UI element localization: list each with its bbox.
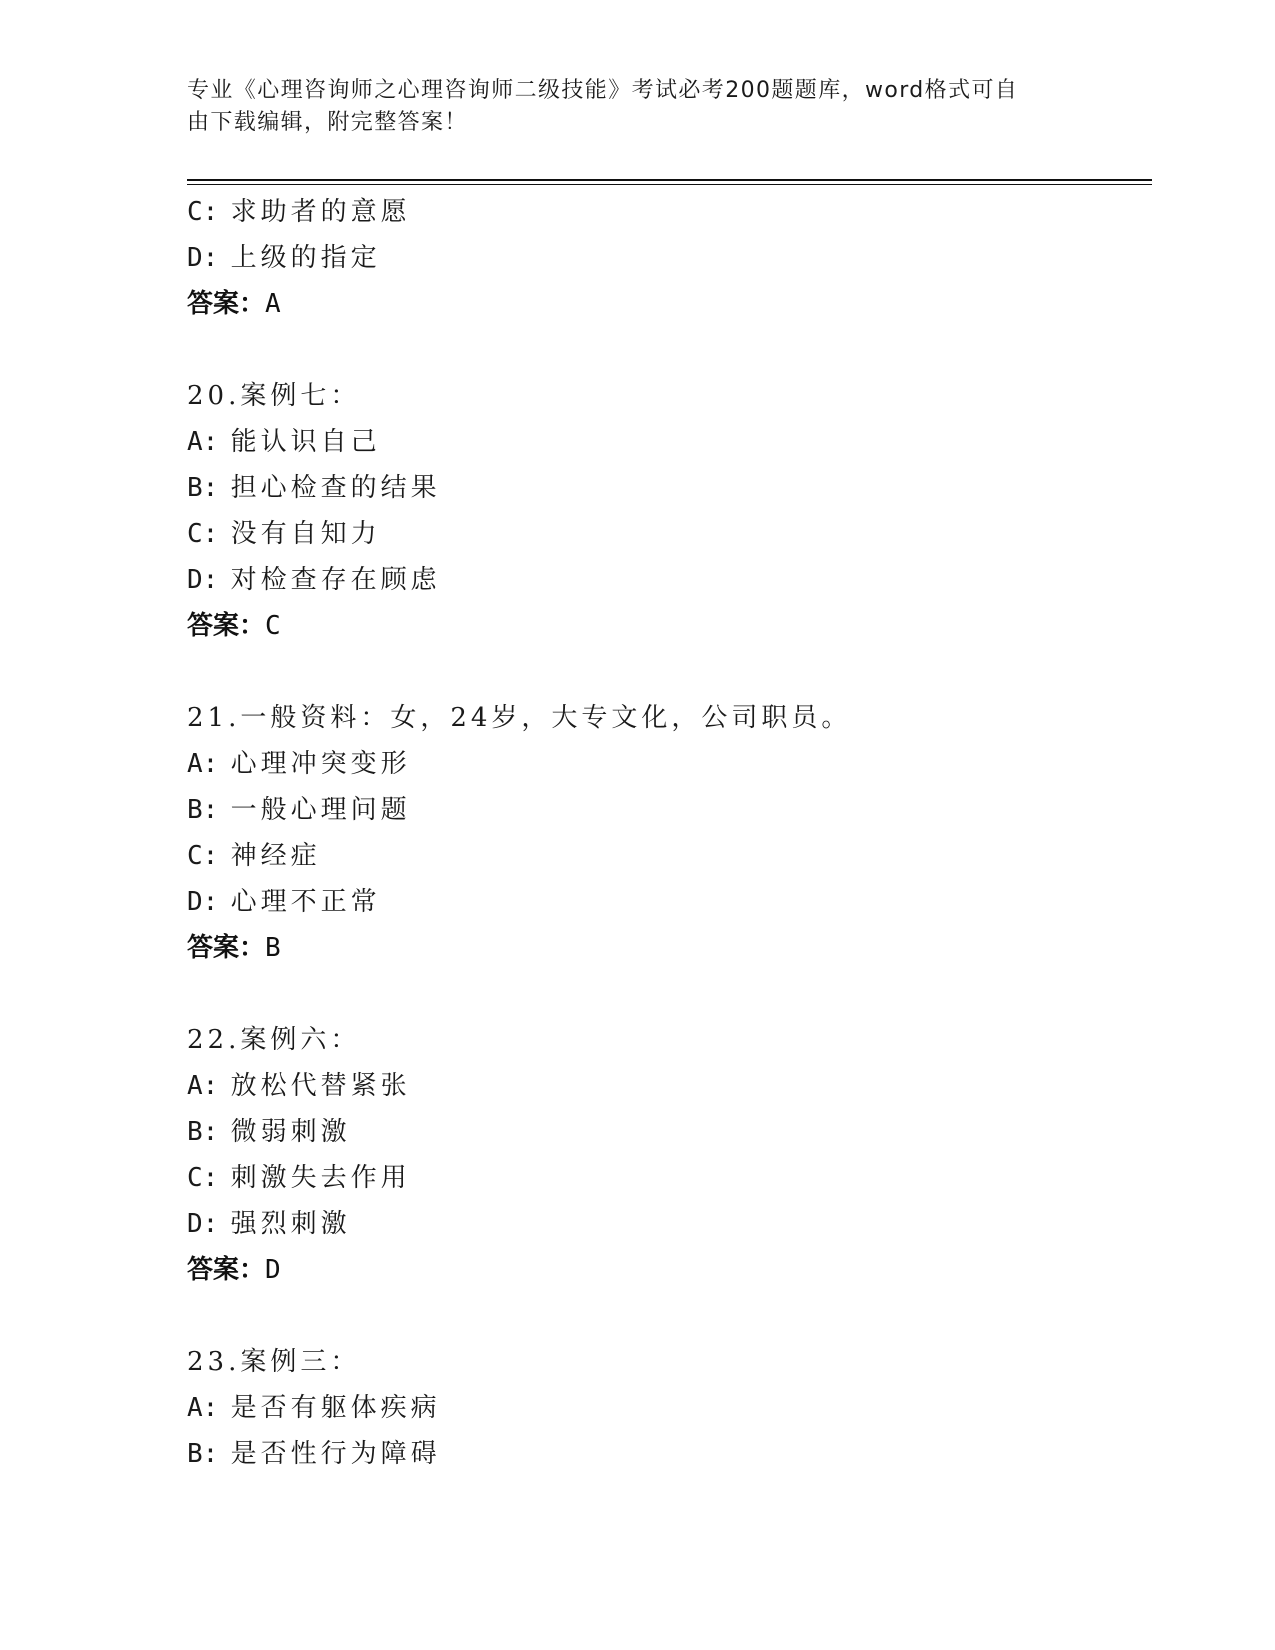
- option-text: 微弱刺激: [230, 1117, 351, 1147]
- answer-line: [187, 281, 1152, 327]
- option-a: [187, 1385, 1152, 1431]
- header-rule-thin: [187, 184, 1152, 185]
- option-letter: C:: [187, 519, 219, 549]
- option-letter: A:: [187, 1071, 219, 1101]
- option-d: [187, 557, 1152, 603]
- answer-label: 答案：: [187, 933, 266, 963]
- document-header: [187, 75, 1067, 139]
- option-c: [187, 833, 1152, 879]
- option-letter: B:: [187, 1117, 219, 1147]
- option-c: [187, 1155, 1152, 1201]
- option-letter: A:: [187, 749, 219, 779]
- answer-line: [187, 1247, 1152, 1293]
- question-spacer: [187, 327, 1152, 373]
- option-letter: D:: [187, 887, 219, 917]
- option-letter: C:: [187, 197, 219, 227]
- option-b: [187, 465, 1152, 511]
- option-letter: C:: [187, 1163, 219, 1193]
- answer-value: B: [265, 933, 281, 963]
- option-letter: B:: [187, 795, 219, 825]
- option-text: 担心检查的结果: [230, 473, 441, 503]
- option-d: [187, 1201, 1152, 1247]
- answer-label: 答案：: [187, 289, 266, 319]
- option-letter: C:: [187, 841, 219, 871]
- option-a: [187, 741, 1152, 787]
- answer-label: 答案：: [187, 611, 266, 641]
- option-letter: B:: [187, 473, 219, 503]
- option-text: 神经症: [230, 841, 321, 871]
- option-a: [187, 419, 1152, 465]
- question-spacer: [187, 971, 1152, 1017]
- option-letter: A:: [187, 427, 219, 457]
- question-stem: 23.案例三：: [187, 1347, 361, 1377]
- option-letter: D:: [187, 565, 219, 595]
- option-letter: A:: [187, 1393, 219, 1423]
- question-stem: 22.案例六：: [187, 1025, 361, 1055]
- option-text: 上级的指定: [230, 243, 381, 273]
- option-d: [187, 235, 1152, 281]
- option-text: 能认识自己: [230, 427, 381, 457]
- option-letter: B:: [187, 1439, 219, 1469]
- option-text: 心理不正常: [230, 887, 381, 917]
- option-text: 一般心理问题: [230, 795, 411, 825]
- option-b: [187, 1431, 1152, 1477]
- option-text: 没有自知力: [230, 519, 381, 549]
- option-b: [187, 1109, 1152, 1155]
- answer-value: C: [265, 611, 281, 641]
- option-c: [187, 511, 1152, 557]
- option-d: [187, 879, 1152, 925]
- question-list: [187, 189, 1152, 1477]
- option-b: [187, 787, 1152, 833]
- option-a: [187, 1063, 1152, 1109]
- question-stem: 21.一般资料：女，24岁，大专文化，公司职员。: [187, 703, 852, 733]
- option-letter: D:: [187, 1209, 219, 1239]
- option-text: 是否性行为障碍: [230, 1439, 441, 1469]
- option-text: 求助者的意愿: [230, 197, 411, 227]
- question-stem: 20.案例七：: [187, 381, 361, 411]
- option-text: 是否有躯体疾病: [230, 1393, 441, 1423]
- answer-line: [187, 925, 1152, 971]
- header-line-1: 专业《心理咨询师之心理咨询师二级技能》考试必考200题题库，word格式可自: [187, 78, 1019, 103]
- answer-value: D: [265, 1255, 281, 1285]
- header-rule-thick: [187, 179, 1152, 181]
- option-c: [187, 189, 1152, 235]
- answer-value: A: [265, 289, 281, 319]
- answer-line: [187, 603, 1152, 649]
- answer-label: 答案：: [187, 1255, 266, 1285]
- option-text: 放松代替紧张: [230, 1071, 411, 1101]
- question-spacer: [187, 649, 1152, 695]
- option-text: 心理冲突变形: [230, 749, 411, 779]
- option-text: 对检查存在顾虑: [230, 565, 441, 595]
- option-text: 刺激失去作用: [230, 1163, 411, 1193]
- header-line-2: 由下载编辑，附完整答案！: [187, 110, 468, 135]
- option-text: 强烈刺激: [230, 1209, 351, 1239]
- option-letter: D:: [187, 243, 219, 273]
- question-spacer: [187, 1293, 1152, 1339]
